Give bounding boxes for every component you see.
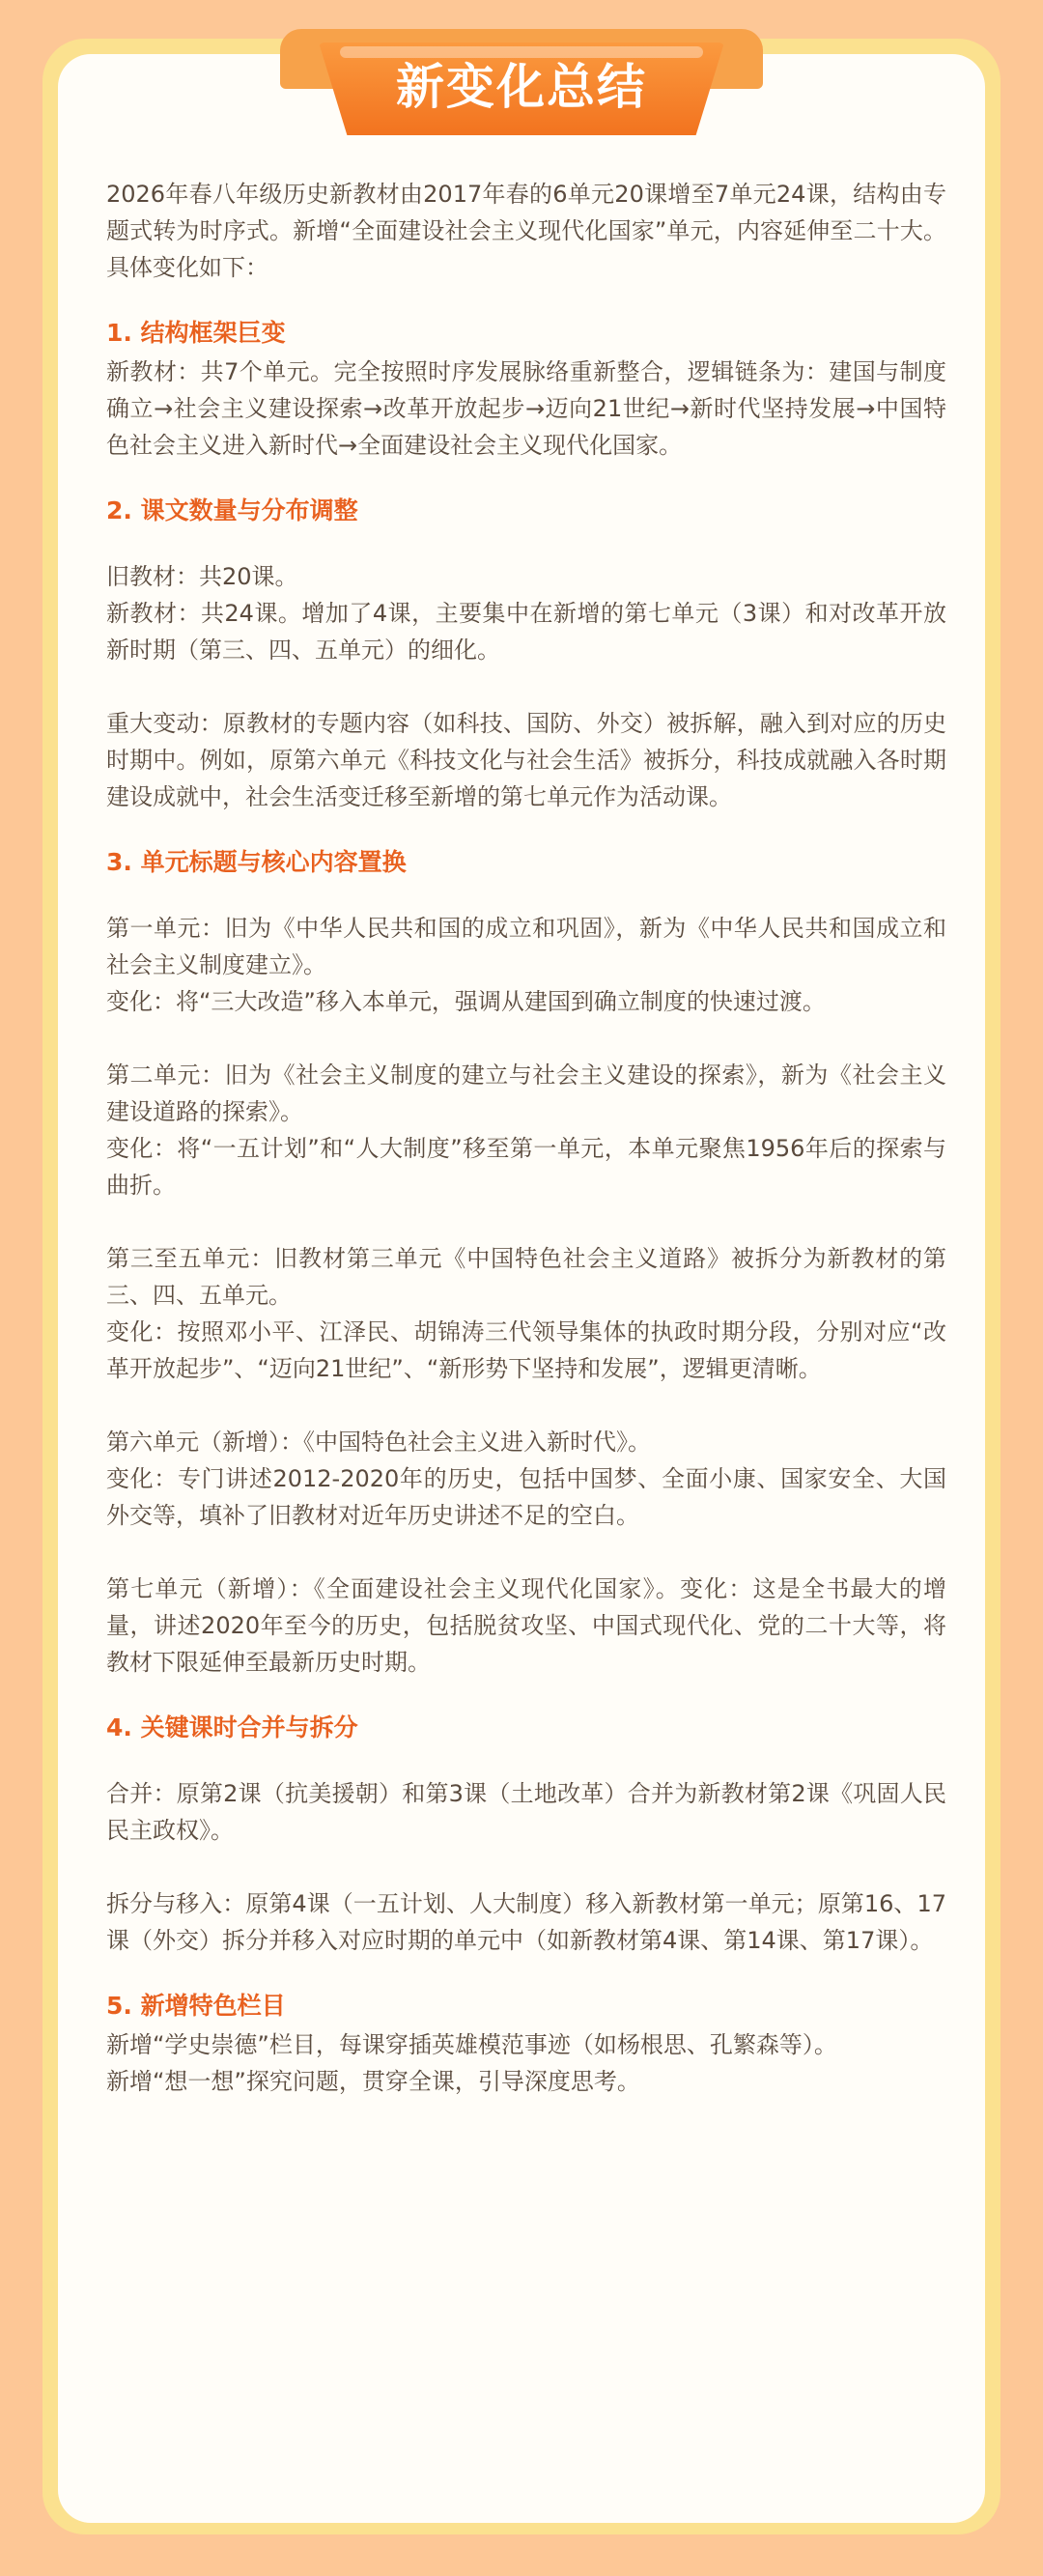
section-line: 拆分与移入：原第4课（一五计划、人大制度）移入新教材第一单元；原第16、17课（外交）拆分并移入对应时期的单元中（如新教材第4课、第14课、第17课）。	[106, 1890, 946, 1954]
section-line: 第七单元（新增）：《全面建设社会主义现代化国家》。变化：这是全书最大的增量，讲述2020年至今的历史，包括脱贫攻坚、中国式现代化、党的二十大等，将教材下限延伸至最新历史时期。	[106, 1575, 946, 1676]
section-line: 重大变动：原教材的专题内容（如科技、国防、外交）被拆解，融入到对应的历史时期中。例如，原第六单元《科技文化与社会生活》被拆分，科技成就融入各时期建设成就中，社会生活变迁移至新增的第七单元作为活动课。	[106, 710, 946, 810]
section-heading: 4. 关键课时合并与拆分	[106, 1713, 358, 1741]
section-line: 新教材：共24课。增加了4课，主要集中在新增的第七单元（3课）和对改革开放新时期（第三、四、五单元）的细化。	[106, 600, 946, 664]
section-line: 变化：专门讲述2012-2020年的历史，包括中国梦、全面小康、国家安全、大国外交等，填补了旧教材对近年历史讲述不足的空白。	[106, 1465, 946, 1529]
section-line: 新增“学史崇德”栏目，每课穿插英雄模范事迹（如杨根思、孔繁森等）。	[106, 2031, 837, 2058]
section-line: 新增“想一想”探究问题，贯穿全课，引导深度思考。	[106, 2068, 640, 2095]
section-line: 合并：原第2课（抗美援朝）和第3课（土地改革）合并为新教材第2课《巩固人民民主政权》。	[106, 1780, 946, 1844]
section-line: 第一单元：旧为《中华人民共和国的成立和巩固》，新为《中华人民共和国成立和社会主义制度建立》。	[106, 915, 946, 978]
section-heading: 2. 课文数量与分布调整	[106, 496, 358, 524]
intro-paragraph: 2026年春八年级历史新教材由2017年春的6单元20课增至7单元24课，结构由专题式转为时序式。新增“全面建设社会主义现代化国家”单元，内容延伸至二十大。具体变化如下：	[106, 181, 946, 281]
section-line: 变化：按照邓小平、江泽民、胡锦涛三代领导集体的执政时期分段，分别对应“改革开放起步”、“迈向21世纪”、“新形势下坚持和发展”，逻辑更清晰。	[106, 1318, 946, 1382]
article-body	[106, 176, 946, 2100]
section-heading: 1. 结构框架巨变	[106, 319, 286, 347]
section-line: 第二单元：旧为《社会主义制度的建立与社会主义建设的探索》，新为《社会主义建设道路的探索》。	[106, 1062, 946, 1125]
page-title: 新变化总结	[396, 59, 647, 115]
section-line: 变化：将“一五计划”和“人大制度”移至第一单元，本单元聚焦1956年后的探索与曲折。	[106, 1135, 946, 1199]
section-heading: 5. 新增特色栏目	[106, 1992, 286, 2020]
section-line: 旧教材：共20课。	[106, 563, 298, 590]
section-line: 新教材：共7个单元。完全按照时序发展脉络重新整合，逻辑链条为：建国与制度确立→社会主义建设探索→改革开放起步→迈向21世纪→新时代坚持发展→中国特色社会主义进入新时代→全面建设社会主义现代化国家。	[106, 358, 946, 459]
section-heading: 3. 单元标题与核心内容置换	[106, 848, 407, 876]
section-line: 变化：将“三大改造”移入本单元，强调从建国到确立制度的快速过渡。	[106, 988, 826, 1015]
section-line: 第三至五单元：旧教材第三单元《中国特色社会主义道路》被拆分为新教材的第三、四、五单元。	[106, 1245, 946, 1309]
section-line: 第六单元（新增）：《中国特色社会主义进入新时代》。	[106, 1429, 651, 1456]
